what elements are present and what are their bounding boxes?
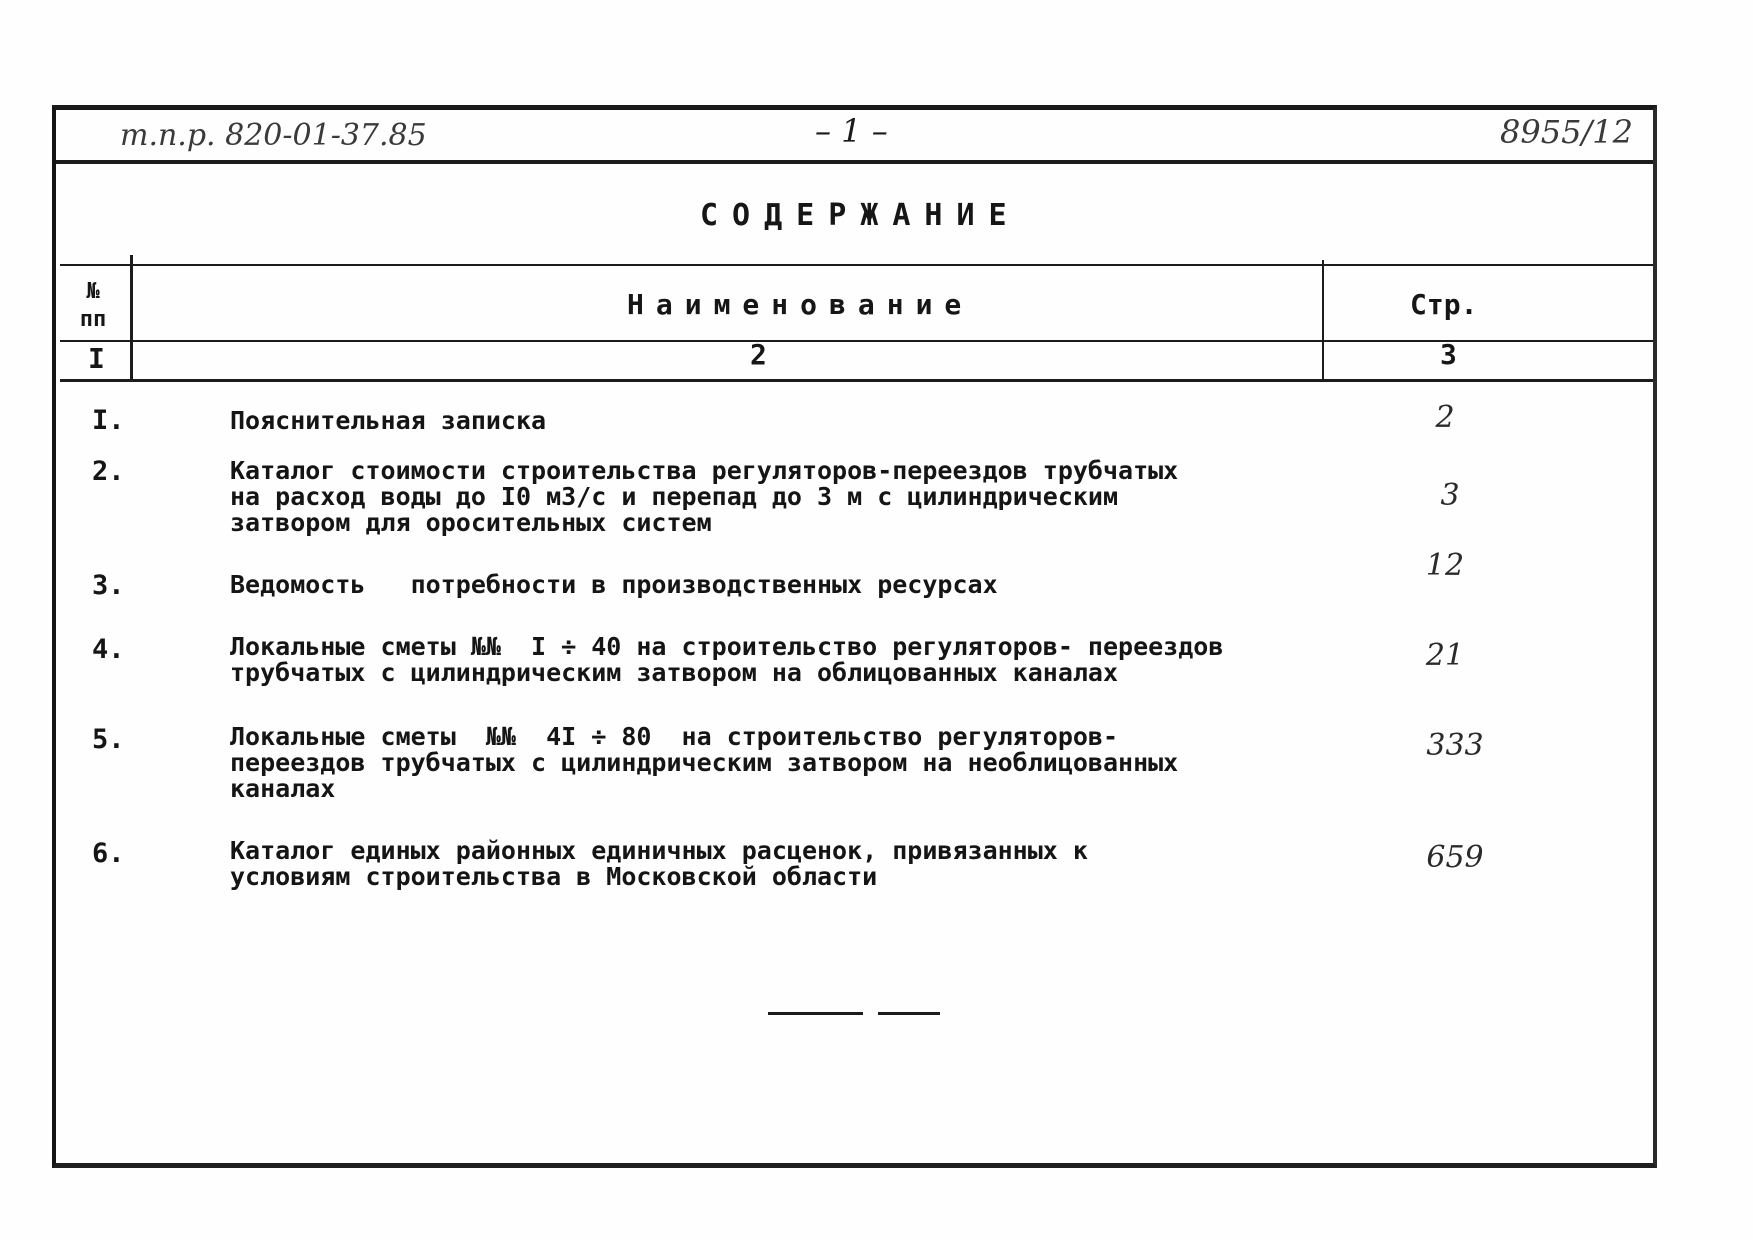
row-page: 333: [1426, 728, 1484, 763]
row-line: Каталог единых районных единичных расценок, привязанных к: [230, 836, 1088, 865]
row-page: 659: [1426, 840, 1484, 875]
column-number-2: 2: [750, 338, 767, 371]
row-line: Локальные сметы №№ I ÷ 40 на строительство регуляторов- переездов: [230, 632, 1224, 661]
row-line: на расход воды до I0 м3/с и перепад до 3 м с цилиндрическим: [230, 482, 1119, 511]
row-page: 3: [1440, 478, 1460, 513]
row-line: затвором для оросительных систем: [230, 508, 712, 537]
table-top-rule: [60, 264, 1653, 266]
header-divider: [56, 160, 1653, 164]
table-header-rule: [60, 340, 1653, 342]
row-line: условиям строительства в Московской области: [230, 862, 878, 891]
row-line: переездов трубчатых с цилиндрическим затвором на необлицованных: [230, 748, 1179, 777]
doc-code: т.п.р. 820-01-37.85: [120, 118, 427, 153]
column-header-page: Стр.: [1410, 288, 1478, 321]
row-line: Пояснительная записка: [230, 406, 547, 435]
row-number: 4.: [92, 634, 125, 665]
row-line: каналах: [230, 774, 336, 803]
row-line: Каталог стоимости строительства регуляторов-переездов трубчатых: [230, 456, 1179, 485]
column-divider-2: [1322, 260, 1324, 382]
page-mark: – 1 –: [815, 112, 888, 150]
row-number: 5.: [92, 724, 125, 755]
row-number: 3.: [92, 570, 125, 601]
page-title: СОДЕРЖАНИЕ: [700, 198, 1021, 233]
end-dash-right: [878, 1012, 940, 1015]
sheet-code: 8955/12: [1500, 113, 1633, 151]
column-divider-1: [130, 255, 133, 382]
row-page: 21: [1425, 638, 1465, 673]
row-line: Ведомость потребности в производственных ресурсах: [230, 570, 998, 599]
row-line: Локальные сметы №№ 4I ÷ 80 на строительство регуляторов-: [230, 722, 1119, 751]
end-dash-left: [768, 1012, 863, 1015]
row-page: 2: [1435, 400, 1455, 435]
row-number: 2.: [92, 456, 125, 487]
table-number-rule: [60, 379, 1653, 382]
column-header-number: № пп: [79, 279, 107, 332]
column-number-1: I: [88, 342, 105, 375]
row-number: 6.: [92, 838, 125, 869]
row-line: трубчатых с цилиндрическим затвором на облицованных каналах: [230, 658, 1119, 687]
column-header-name: Наименование: [627, 288, 974, 321]
row-number: I.: [92, 405, 125, 436]
row-page: 12: [1425, 548, 1465, 583]
column-number-3: 3: [1440, 338, 1457, 371]
